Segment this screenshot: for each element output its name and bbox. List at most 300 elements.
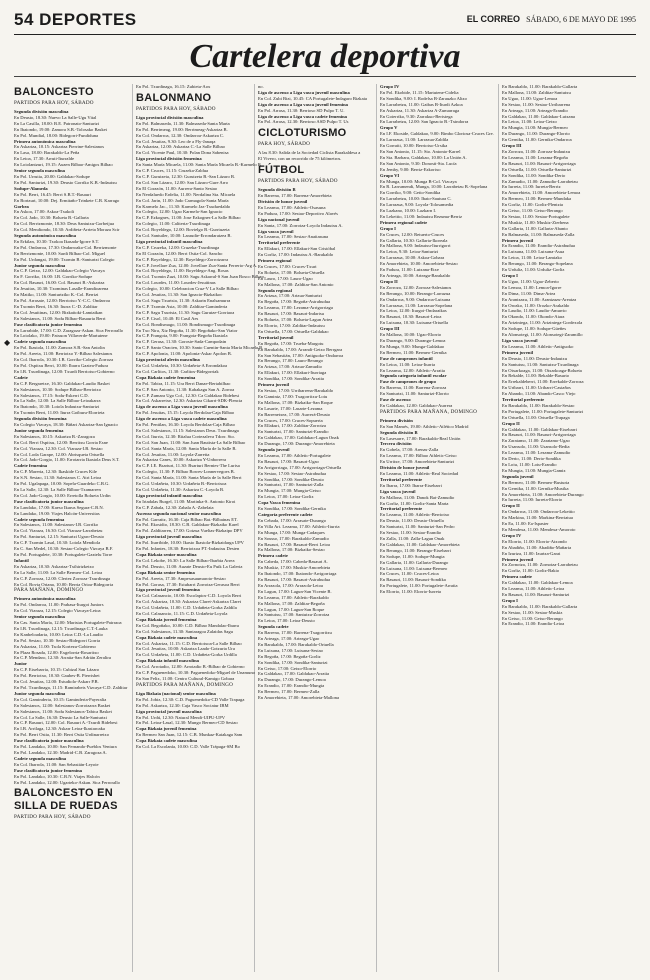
listing-line: En Leioa, 17.30: Arruti-Iturralde: [14, 156, 75, 162]
category-heading: Segunda autonómica masculina: [14, 233, 77, 239]
listing-line: En Amorebieta, 11.00: Amorebieta-Durango: [502, 491, 584, 497]
category-heading: Liga provincial infantil masculina: [136, 492, 203, 498]
listing-line: En Gallarta, 10.30: Gallarta-Ikoreala: [380, 237, 448, 243]
listing-line: En Getxo, 17.00: Getxo-Elorrio: [258, 665, 317, 671]
listing-line: En F. Gorriko, 16.00: I.B. Gorriko-Sodupe: [14, 274, 93, 280]
listing-line: En Col. Urdañeta, 10.30: Urdañeta-A Errondakoa: [136, 362, 228, 368]
listing-line: En Leioa, 9.30: Leioa-Santurtzi: [380, 249, 439, 255]
listing-line: En Lezama, 12.00: Athletic-Arratia: [380, 367, 445, 373]
listing-line: En Salesianos, 11.00: Salesianos-I.B. Gorriko: [14, 522, 99, 528]
category-heading: Copa Bizkaia juvenil femenina: [136, 726, 197, 732]
listing-line: En Amorebieta, 17.00: Amorebieta-Mallona: [258, 695, 340, 701]
category-heading: Territorial preferente: [380, 476, 423, 482]
category-heading: Grupo I: [502, 597, 518, 603]
listing-line: En I.F. Ekoside, Galdakao, 9.00: Bimbo Gloriosa-Cruces Gre.: [380, 131, 494, 137]
column-rule: [254, 84, 255, 972]
listing-line: En Ortuella, 17.00: Ortuella-Galdakao: [258, 328, 329, 334]
listing-line: En Col. Txomin Zuzi, 10.00: Sagu Askarral-S San Juan Bosco Bilbao: [136, 274, 264, 280]
listing-line: En Mungia, 17.00: Mungia-Getxo: [258, 488, 321, 494]
listing-line: En Getxo, 11.00: Getxo-Berango: [502, 615, 563, 621]
listing-line: En Galdakao, 17.00: Galdakao-Arratia: [258, 671, 330, 677]
listing-line: En Begoña, 17.00: Begoña-Gorliz: [258, 653, 321, 659]
listing-line: En Abando, 11.00: Abando-Casco Viejo: [502, 391, 576, 397]
category-heading: Grupo I: [380, 225, 396, 231]
listing-line: En Sestao, 11.00: Sestao-Erandio: [380, 530, 442, 536]
listing-line: En Askartza, 10.30: Askartza-Txihirizketxo: [14, 563, 94, 569]
category-heading: Liga provincial división masculina: [136, 114, 204, 120]
listing-line: En Lezama, 17.00: Athletic-Osasuna: [258, 204, 326, 210]
listing-line: En Loiolako, 19.00: Patxuon Villaverde-Martutene: [14, 333, 108, 339]
listing-line: En Iurreta, 11.00: Iurreta-Berriz: [502, 184, 561, 190]
listing-line: En Okondo, 11.00: Okondo-Aiara: [502, 314, 565, 320]
listing-line: En Ortuella, 11.00: Ortuella-Trapaga: [502, 414, 570, 420]
listing-line: En El Corazón, 12.00: Berri Ostia-Col. Sancho: [136, 250, 223, 256]
listing-line: En S.N. Sestao, 11.30: Salesianos C. Atri Leioa: [14, 475, 102, 481]
category-heading: Territorial preferente: [380, 506, 423, 512]
category-heading: Segunda división B: [380, 429, 418, 435]
listing-line: En Barakaldo, 17.00: Arrandi-Getxo Berrgara: [258, 346, 343, 352]
listing-line: En Elorrio, 11.00: Elorrio-Iurreta: [380, 589, 441, 595]
listing-line: En Col. Boyeldego, 12.00: Bovielgo B.-Gurrtuzeta: [136, 227, 230, 233]
listing-line: En Munga, 17.00: Munga-Cadaques: [258, 529, 325, 535]
listing-line: En Zorroza, 12.00: Zorroza-Salesianos: [380, 284, 452, 290]
listing-line: En Larrazua, 10.00: Askoa-Gobara: [380, 255, 445, 261]
category-heading: Copa Bizkaia cadete masculina: [136, 738, 198, 744]
listing-line: En Pol. Arrasate, 12.00: Berriotxo Y.-C.C. Ondarroa: [14, 298, 110, 303]
category-heading: Grupo III: [380, 326, 400, 332]
listing-line: no.: [258, 84, 264, 89]
column-1: [14, 84, 128, 972]
listing-line: En Ondarroa, 11.00: Ondarroa-Lekeitio: [502, 509, 575, 515]
listing-line: En Zalla, 11.00: Zalla-Lagun Onak: [380, 535, 445, 541]
category-heading: Cadete segunda femenina: [14, 516, 65, 522]
category-heading: Primera juvenil: [502, 349, 533, 355]
listing-line: En Pol. Portugalete, 10.30: Portugalete-Gaztelu Torre: [14, 551, 113, 557]
listing-line: En Galdakao, 17.00: Galdakao-Lagun Onak: [258, 435, 339, 441]
listing-line: En Lezama, 11.00: Lezama-Zamudio: [502, 450, 571, 456]
listing-line: En Ugao, 11.00: Ugao-Zeberio: [502, 278, 559, 284]
listing-line: En Col. Jesuitas, 10.00: Askartza Laado-Gotzuria Ura: [136, 646, 235, 652]
section-subheading: PARTIDOS PARA MAÑANA, DOMINGO: [136, 681, 234, 688]
listing-line: En Txomin Berri, 16.30: Iturra C.-D. Zalditar: [14, 303, 98, 309]
listing-line: En Askartza, 12.00: Askartza C.-La Salle Bilbao: [136, 144, 225, 150]
listing-line: En Pol. Zalditarren, 17.00: Gotzua Vueltas-Bizkaipo DPV: [136, 528, 243, 534]
listing-line: En Pol. Jesuitas, 15.15: Loyola Berdolaa-Caja Bilbao: [136, 410, 235, 416]
listing-line: En Mallona, 10.00: Ugao-Elorrio: [380, 332, 442, 338]
listing-line: En I.B. Txurdinaga, 12.00: Txurdi Berriotxo-Gobierno: [14, 368, 115, 374]
listing-line: En Ellakuri, 17.00: Ellakuri-San Cristóbal: [258, 246, 336, 252]
category-heading: Liga vasca juvenil: [380, 488, 416, 494]
listing-line: En Lutxana, 10.30: Lutxana-Ortuella: [380, 320, 448, 326]
listing-line: En Leioa, 17.00: Leioa-Deusto: [258, 618, 315, 624]
listing-line: En Pol. Gorasa, 17.30: Estubarri Zorrotza-Gerasoa Berri: [136, 581, 240, 587]
column-rule: [132, 84, 133, 972]
listing-line: En Cas. Santa María, 12.00: Maristas Portugalete-Pairraoa: [14, 620, 122, 626]
category-heading: Primera juvenil: [502, 556, 533, 562]
listing-line: En C.P. Cruces, 11.15: Cruzeka-Zaldua: [136, 168, 209, 174]
section-subheading: PARTIDOS PARA HOY, SÁBADO: [136, 105, 216, 112]
listing-line: En Jemby, 9.00: Berriz-Ezkortxo: [380, 166, 441, 172]
listing-line: En Basauri, 11.00: Basauri-Arrigorriaga: [502, 160, 576, 166]
listing-line: En C.P. Mendaro, 12.30: Arratia-San Adrián Zeralira: [14, 655, 111, 661]
listing-line: En Pol. Areeta, 17.30: Ampexasaumaroto-Sestao: [136, 575, 226, 581]
listing-line: En Pol. Deusto, 11.00: Auzate Deusto-Eu Puik La Galeria: [136, 563, 243, 569]
listing-line: En Gernika, 11.00: Gernika-Ondarroa: [502, 137, 572, 143]
listing-line: En Artzua, 17.00: Artzua-Zamudio: [258, 364, 322, 370]
listing-line: En Col. Askarretxe, 12.30: Askartza Cikarri-SDK-Plencia: [136, 398, 243, 404]
listing-line: En C.P. Apolonia, 11.00: Apolonia-Askar Apolon B.: [136, 351, 232, 357]
listing-line: En Pol. Ondarroa, 17.30: Ondarroako-Col. Berrizmonte: [14, 244, 117, 250]
section-subheading: PARTIDOS PARA HOY, SÁBADO: [258, 178, 338, 185]
listing-line: En Basauri, 17.00: Basauri-Indartsu: [258, 311, 324, 317]
listing-line: En Pol. Iturribide, 10.00: Ikasto Ikastola-Bizkaidarga UPV: [136, 540, 244, 546]
listing-line: En Pol. Berriotxo, 10.30: Gaubes-B. Pierrisbet: [14, 673, 100, 679]
category-heading: Senior segunda masculina: [14, 168, 65, 174]
category-heading: Liga provincial juvenil masculina: [136, 708, 202, 714]
listing-line: En Sta. Barbara, Galdakao, 10.00: La Unión A.: [380, 154, 467, 160]
listing-line: En La Salle, 11.00: La Salle Bermeo-Col. Leioa: [14, 569, 103, 575]
listing-line: En Erandio, 11.00: Erandio-Astrabudua: [502, 243, 575, 249]
listing-line: En Gorliz, 11.00: Gorliz-Plentzia: [502, 202, 563, 208]
column-5: [502, 84, 636, 972]
listing-line: En Mungia, 11.00: Mungia-Bermeo: [502, 125, 568, 131]
listing-line: En Galdakao, 12.00: Galdakao-Aurrera: [380, 402, 453, 408]
listing-line: En Lutxana, 17.00: Lutxana-Sestao: [258, 647, 323, 653]
category-heading: Grupo VI: [380, 172, 400, 178]
column-2: [136, 84, 264, 972]
listing-line: En Deusto, 11.00: Deusto-Ortuella: [380, 518, 444, 524]
category-heading: Fase clasificatoria junior femenina: [14, 767, 82, 773]
category-heading: Primera cadete: [502, 574, 532, 580]
listing-line: En C.P. Bergaretxe, 16.30: Galdakao-Laudio Basket: [14, 380, 110, 386]
listing-line: En Basauri, 17.00: Basauri-Berri Leioa: [258, 541, 330, 547]
listing-line: En Urritxe, 17.00: Amorebieta-Santurtzi: [380, 459, 455, 465]
listing-line: En Col. Jesuitas, 11.30: San Ignacio-Bizkaikoc: [136, 292, 223, 298]
category-heading: Grupo II: [502, 420, 520, 426]
listing-line: En Muskiz, 17.00: Muskiz-Amorebieta: [258, 565, 331, 571]
listing-line: En Col. Calasancio, 10.00: Escolapios-C.D. Loyola Berri: [136, 593, 242, 599]
listing-line: En Pol. Landako, 10.30: C.B.N. Viajes Halcón: [14, 773, 100, 779]
listing-line: En Amorebieta, 10.00: Amorebieta-Sestao: [380, 261, 458, 267]
listing-line: En Begoña, 17.00: Begoña-Astrabudua: [258, 299, 331, 305]
listing-line: En Salesianos, 10.15: Askartza B.-Zaragoza: [14, 433, 95, 439]
listing-line: En Basauri, 17.00: Basauri-Ugao: [258, 458, 319, 464]
listing-line: En C.P. Basauri, 12.00: Col. Basauri A.-Txurdi Bidebesi: [14, 720, 118, 726]
listing-line: En C.P. Santo Oracien, 10.30: Santo Cuentin-Santa María Micaela B.: [136, 345, 264, 351]
listing-line: En Col. Lekobe, 16.30: La Salle Bilbao-Ibarbia Arrea: [136, 557, 235, 563]
listing-line: En Pol. Ekobide, 11.15: Martutene-Cidelia: [380, 89, 459, 95]
listing-line: En Larrazua, 9.00: Loyola-Tolosamedia: [380, 202, 454, 208]
listing-line: En Sestao, 17.00: Sestao-Astrabudua: [258, 470, 327, 476]
listing-line: En Gallarta, 11.00: Gallarta-Durango: [380, 559, 449, 565]
listing-line: En C.P. Txomin Asta, 10.00: Zalditar-Gaminderia: [136, 303, 228, 309]
listing-line: En Pol. Landako, 12.30: Madrid-C.B. Zaragoza A.: [14, 749, 107, 755]
listing-line: En San Felix, 11.00: Centro Cultural-Kamigo Gobara: [136, 676, 235, 681]
listing-line: En La Salle, 12.00: La Salle Bilbao-Leioakarra: [14, 398, 101, 404]
listing-line: En Col. San Lázaro, 12.00: San Lázaro-Gure Arro: [136, 179, 229, 185]
category-heading: Territorial preferente: [258, 240, 301, 246]
listing-line: En Goierriko, 9.30: Zarrakuo-Beristega: [380, 113, 453, 119]
category-heading: Cadete: [14, 374, 28, 380]
listing-line: En Durango, 9.00: Durango-Lemoa: [380, 337, 446, 343]
listing-line: En Bermeo San Juan, 12.15: C.B. Munkaz-Kaiakaga Sam: [136, 732, 243, 738]
listing-line: En Rekalde, 11.00: Rekalde-Basurto: [502, 373, 570, 379]
category-heading: Cadete femenina: [14, 463, 48, 469]
listing-line: En C.P. Gerasa, 11.30: Gorosie-Sada-Campodain: [136, 339, 227, 345]
listing-line: En C.P. Zumara Ugo Col., 12.30: Ca Galdakao Bidebesi: [136, 392, 240, 398]
listing-line: En San Sebastián, 17.00: Antiguoko-Ondarroa: [258, 352, 344, 358]
category-heading: Liga provincial división femenina: [136, 156, 202, 162]
listing-line: En La Salle, 12.30: La Salle Bilbao-Txamarren: [14, 487, 101, 492]
category-heading: Fase de campeones de grupo: [380, 379, 436, 385]
listing-line: En Pol. Ondarroa, 11.00: Prabasa-Iturgoi Juniors: [14, 602, 104, 608]
category-heading: Liga de ascenso a Liga vasca cadete masculina: [136, 416, 227, 422]
listing-line: En Askartza Canes, 10.00: Askartza Y-Unborrera: [136, 457, 227, 463]
listing-line: En Barrena, 11.00: Barrena-Zorroza: [380, 385, 447, 391]
listing-line: En C.P. I.E. Bsarturi, 11.30: Bsarturi Bernies-The Lurisa: [136, 463, 240, 469]
listing-line: En Bortzuri, 10.00: Dej. Ermitaño-Trinkete C.B. Karrago: [14, 197, 120, 203]
listing-line: En Lauro, 17.00: Lauro-Ugao: [258, 275, 313, 281]
listing-line: En C.P. Frangoia, 9.00: Frangoia-Begoña Ikastola: [136, 333, 228, 339]
category-heading: Fase de campeones infantil: [380, 355, 433, 361]
category-heading: Primera regional: [258, 258, 292, 264]
listing-line: En Lezama, 17.00: Athletic-Portugalete: [258, 452, 331, 458]
listing-line: En Pol. Balmaseda, 11.30: Balmaseda-Santa Marta: [136, 120, 230, 126]
listing-line: En Portugalete, 11.00: Portugalete-Santurtzi: [502, 408, 584, 414]
listing-line: En Leioa, 11.00: Leioa-Iturria: [380, 361, 436, 367]
listing-line: En Col. Urdañeta, 11.00: C.D. Urdañeta-Gorka Zaldila: [136, 605, 237, 611]
listing-line: En Barakaldo, 11.00: Barakaldo-Sestao: [502, 402, 575, 408]
listing-line: En Pol. Landako, 12.00: Ugarteko-Askan. Sica Ferrorallo: [14, 779, 120, 785]
listing-line: En Col. Urdañeta, 10.30: Urdañeta B.-Berriotxoa: [136, 481, 227, 487]
listing-line: En Leioa, 12.00: Iturgoi-Ondaraikas: [380, 308, 447, 314]
listing-line: En Pol. Garraitz, 16.30: Caja Bilbao Bat.-Bilbainas ET.: [136, 516, 238, 522]
listing-line: En Sondika, 11.00: Sondika-Derio: [502, 172, 566, 178]
listing-line: En Lasa, 18.00: Barakaldo-La Peña: [14, 150, 80, 156]
listing-line: En Sestao, 11.00: Sestao-Muskiz: [502, 609, 563, 615]
category-heading: División de honor juvenil: [380, 465, 430, 471]
listing-line: En Larrabetzu, 10.00: Ibaio-Sautura C.: [380, 196, 452, 202]
listing-line: En Cebada, 17.00: Arrasate-Durango: [258, 517, 326, 523]
listing-line: En C.P. Etxebarria, 10.15: Cubizal San Lázaro: [14, 667, 100, 673]
listing-line: En Lezama, 17.00: Athletic-Barakaldo: [258, 594, 329, 600]
listing-line: En Gorliz, 17.00: Indautxu A.-Barakaldo: [258, 252, 334, 258]
listing-line: En Balmaseda, 11.00: Balmaseda-Zalla: [502, 231, 575, 237]
category-heading: Liga Bizkaia (nacional) senior masculina: [136, 690, 216, 696]
listing-line: En Pol. Txurdinaga, 16.15: Zubieta-Aox: [136, 84, 211, 89]
category-heading: Junior segunda masculina: [14, 262, 66, 268]
listing-line: En Col. Jado, 10.30: Bolueta B.-Gallarta: [14, 215, 89, 221]
listing-line: En Deusto, 11.00: Deusto-Indautxu: [502, 355, 568, 361]
listing-line: En Gorriko, 9.00: Getio-Sondika: [380, 190, 441, 196]
listing-line: En Sondika, 17.00: Sondika-Arratia: [258, 376, 324, 382]
listing-line: En Gallarta, 11.00: Gallarta-Abanto: [502, 225, 568, 231]
listing-line: En Berango, 11.00: Berango-Etxebarri: [380, 547, 451, 553]
listing-line: En Col. Askartza, 11.15: C.D. Berriotxoa-La Salle Bilbao: [136, 640, 242, 646]
listing-line: El Vivero, con un recorrido de 75 kilómetros.: [258, 156, 342, 162]
listing-line: En Col. Berri Ospitxu, 12.00: Berritxu Gorria Esne: [14, 439, 108, 445]
listing-line: En Arteaga, 17.00: Arteaga-Ugao: [258, 636, 320, 642]
listing-line: En Colegio Vizcaya, 18.30: Biñari Askartza-San Ignacio: [14, 422, 118, 428]
listing-line: En Ibaiondo, 17.00: Ibaiondo-Arrigorriaga: [258, 571, 337, 577]
listing-line: En Lezama, 17.00: Sestao-Anaitasuna: [258, 234, 329, 240]
category-heading: Categoría preferente cadete: [258, 512, 313, 517]
listing-line: En Colegio, 11.30: P. Bilbao Bowes-Lonnervegoes B.: [136, 469, 235, 475]
listing-line: En Laudio, 11.00: Laudio-Amurrio: [502, 308, 567, 314]
listing-line: En Gernika, 11.00: Gernika-Muxika: [502, 485, 569, 491]
listing-line: En Durango, 17.00: Durango-Amorebieta: [258, 441, 335, 447]
listing-line: En Santurtzi, 17.00: Santurtzi-Erandio: [258, 429, 329, 435]
listing-line: En C.P. Gurutzeta, 12.30: Gurutzeta B.-San Lázaro B.: [136, 173, 236, 179]
category-heading: Segunda juvenil: [502, 473, 534, 479]
category-heading: Primera división: [380, 417, 413, 423]
category-heading: Gorbea: [14, 203, 29, 209]
listing-line: En Gorraiti, 10.00: Berriotxo-Ursika: [380, 143, 448, 149]
listing-line: En San Antonio, 9.30: Donosti-Sta. Lucía: [380, 160, 457, 166]
listing-line: En Lezama, 11.00: Lezama-Begoña: [502, 154, 568, 160]
listing-line: En La Casilla, 18.00: B.E. Patronato-Santurtzi: [14, 120, 100, 126]
category-heading: Liga provincial alevín masculina: [136, 357, 200, 363]
listing-line: En Col. Santa María, 12.00: Santa María de la Salle B.: [136, 445, 237, 451]
listing-line: En Mallona, 17.00: Zalditar-San Antonio: [258, 281, 334, 287]
listing-line: En R. Larrumendi, Munga, 10.00: Larrabetzu B.-Sopelana: [380, 184, 488, 190]
page-header: [14, 8, 636, 35]
listing-line: En C.P. Paguenedoko, 10.30: Paguenedoko-Miguel de Unamuno: [136, 670, 255, 676]
listing-line: En Bermeo, 11.00: Bermeo-Busturia: [502, 479, 570, 485]
section-heading: CICLOTURISMO: [258, 127, 347, 140]
listing-line: En Durango, 17.00: Durango-Lemoa: [258, 677, 326, 683]
listing-line: En Larrabide, 17.00: C.D. Zaragoza-Askan. Sica Ferrorallo: [14, 327, 124, 333]
listing-line: En Ugao, 11.00: Ugao-Lemoa: [502, 95, 558, 101]
listing-line: En Col. Urdañeta, 11.30: Askartza C.-Loyola B.: [136, 487, 225, 492]
listing-line: En Bolueta, 17.00: Bolueta-Ortuella: [258, 269, 325, 275]
listing-line: En Pol. Areeta, 11.00: Berriotxo Y.-Bilbao Salesianos: [14, 351, 113, 357]
listing-line: En Orozko, 11.00: Orozko-Arakaldo: [502, 302, 570, 308]
listing-line: En Colegio, 10.00: Celebracion Cruz-V La Salle Bilbao: [136, 286, 239, 292]
listing-line: En Col. Zubi Bizi, 10.45: CA Portugalete-Indagaro Bizkaia: [258, 95, 367, 101]
listing-line: En Erkilan, 10.30: Txokoa Ikasada-Igorre S.T.: [14, 238, 100, 244]
listing-line: En Landako, 17.00: Kaeso Ikarus Segura-C.B.N.: [14, 504, 104, 510]
listing-line: En Col. Begoñako, 10.00: C.D. Bilbao Mandalao-Ibarra: [136, 622, 239, 628]
listing-line: En Basauri, 11.00: Basauri-Santurtzi: [502, 591, 570, 597]
listing-line: En Berango, 17.00: Lauro-Berango: [258, 358, 323, 364]
listing-line: En Basauri, 11.00: Basauri-Sondika: [380, 577, 446, 583]
category-heading: Segunda división B: [258, 187, 296, 193]
category-heading: Junior segunda masculina: [14, 690, 66, 696]
listing-line: En Larrabetzu, 12.00: San Ignacio B.-Txindorra: [380, 119, 469, 125]
section-heading: BALONMANO: [136, 91, 212, 104]
listing-line: En Col. Mendiondo, 10.30: Ardiñeta-Arrieta Moraza Scir: [14, 227, 120, 233]
listing-line: En San Mamés, 19.00: Athletic-Atlético Madrid: [380, 423, 469, 429]
listing-line: En Col. Vicente Paul, 10.30: Polan Dona Sabenisa: [136, 150, 229, 156]
listing-line: En Pol. Askartza, 12.30: Caja Vasco Sociatur IBM: [136, 702, 229, 708]
listing-line: En Padura, 17.00: Sestao-Deportivo Alavés: [258, 210, 338, 216]
section-subheading: PARTIDOS PARA MAÑANA, DOMINGO: [380, 408, 478, 415]
listing-line: En Pol. Tabira, 11.15: Ura Berri Danae-Bertabilbao: [136, 380, 231, 386]
listing-line: En Errekaldeberri, 11.00: Errekalde-Zorroza: [502, 379, 584, 385]
category-heading: Ascenso segunda nacional senior masculina: [136, 510, 221, 516]
listing-line: En Sestao, 11.00: Sestao-Urribarrena: [502, 101, 571, 107]
listing-line: En Getxo, 11.00: Getxo-Berango: [502, 208, 563, 214]
category-heading: Segunda división femenina: [14, 416, 67, 422]
margin-mark: ◆: [4, 338, 11, 347]
listing-line: En San Antonio, 11.15: Sto. Antonio-Karrel: [380, 148, 461, 154]
listing-line: En Arteaga, 10.00: Arteaga-Barakaldo: [380, 273, 451, 278]
listing-line: En Col. Bondismago, 11.00: Bondismago-Txurdinaga: [136, 321, 236, 327]
listing-line: En Col. Askartza, 10.30: Askartza Claret-Askartza Claret: [136, 599, 241, 605]
listing-line: En Ibaiondo, 19.00: Zamora S.B.-Tolosako Basket: [14, 126, 107, 132]
listing-line: En Barrenetxea, 17.00: Aurrerá-Deusto: [258, 411, 331, 417]
category-heading: Segunda categoría infantil escolar: [380, 373, 447, 379]
listing-line: En Urduliz, 11.00: Urduliz-Gorliz: [502, 267, 565, 273]
listing-line: En Ibarra, 17.00: Ibarra-Etxebarri: [380, 482, 442, 488]
listing-line: En Mallona, 17.00: Zalditar-Begoña: [258, 600, 325, 606]
listing-line: En Landako, 19.00: Viajes Halcón-Universitas: [14, 510, 100, 516]
listing-line: En Otxarkoaga, 11.00: Otxarkoaga-Bolueta: [502, 367, 582, 373]
listing-line: En Pol. Urdangai, 19.00: Txomin B.-Santurtzi Colegio: [14, 256, 115, 262]
listing-line: En Sestao, 17.00: Urribarrena-Barakaldo: [258, 387, 334, 393]
listing-line: En C.P. Getxo, 12.00: Galdakao-Colegio Vizcaya: [14, 268, 105, 274]
category-heading: División de honor juvenil: [258, 198, 308, 204]
category-heading: Grupo II: [380, 278, 398, 284]
listing-line: En Berango, 10.00: Berango-Larrazua: [380, 290, 451, 296]
listing-line: En Iurreta, 11.00: Iurreta-Elorrio: [502, 497, 563, 503]
listing-line: En Usansolo, 11.00: Usansolo-Bedia: [502, 444, 570, 450]
listing-line: En I.B. Txurdinaga, 12.15: Txurdinaga C.T.-Lauka: [14, 625, 108, 631]
listing-line: En Lutxana, 11.00: Lutxana-Bermeo: [380, 565, 448, 571]
listing-line: En Basauri, 17.00: Basauri-Astrabudua: [258, 576, 331, 582]
section-heading: FÚTBOL: [258, 164, 305, 177]
listing-line: En Alonsotegi, 11.00: Alonsotegi-Zaramillo: [502, 332, 583, 338]
listing-line: En Pol. Landako, 10.00: San Fernando-Pueblos Ventura: [14, 744, 117, 750]
listing-line: En Lasarte, 17.00: Lasarte-Lezama: [258, 405, 323, 411]
listing-line: En Matiko, 11.00: Santurtziko K.-Col. Berrizi: [14, 292, 99, 298]
publication-date: SÁBADO, 6 DE MAYO DE 1995: [526, 15, 636, 24]
listing-line: En Derio, 11.00: Derio-Sondika: [502, 456, 561, 462]
listing-line: En Col. Jado-Gorgio, 10.00: Erretolla Bolueta Urdin: [14, 492, 111, 498]
listing-line: En Fadura, 11.00: Lutxana-Etxe: [380, 267, 439, 273]
category-heading: Sodupe-Alameda: [14, 185, 48, 191]
listing-line: En Pol. Txurdinaga, 11.15: Ramirabeis Vizcaya-C.D. Zalditar: [14, 685, 128, 690]
listing-line: En Sodupe, 11.00: Sodupe-Güeñes: [502, 326, 567, 332]
listing-line: En Nerdaluedo Erdelia, 11.00: Nerdalina Sta. Micaela: [136, 191, 236, 197]
listing-line: En Lezama, 17.00: Lezama-Arrigorriaga: [258, 305, 333, 311]
listing-line: En Bermeo, 11.00: Bermeo-Mundaka: [502, 196, 572, 202]
listing-line: En Bermeo, 17.00: Bermeo-Zalla: [258, 689, 320, 695]
category-heading: Territorial juvenil: [258, 334, 294, 340]
listing-line: En Leioa, 11.00: Leioa-Getxo: [502, 119, 557, 125]
category-heading: Liga de ascenso a Liga vasca juvenil femenina: [258, 101, 348, 107]
listing-line: En Colegio, 12.00: Ugao Karmelo-San Ignacio: [136, 209, 223, 215]
listing-line: En Pol. Santurtzi, 12.15: Santurtzi Ugaro-Deusto: [14, 534, 105, 540]
listing-line: En Markina, 11.00: Markina-Berriatua: [502, 515, 573, 521]
category-heading: Copa Vasca femenina: [258, 500, 301, 506]
category-heading: Copa Bizkaia juvenil femenina: [136, 616, 197, 622]
listing-line: En Pol. Berri, 16.45: Berri S.B.T.-Basauri: [14, 191, 91, 197]
category-heading: Infantil: [14, 557, 29, 563]
listing-line: En Txomin Berri, 11.00: Iturra Goiburu-Elorrieta: [14, 410, 105, 416]
listing-line: En Izurtza, 11.00: Izurtza-Garai: [502, 550, 561, 556]
listing-line: En Pol. Berrimeag, 19.00: Berrimeag-Askartza B.: [136, 126, 228, 132]
category-heading: Senior segunda masculina: [14, 614, 65, 620]
listing-line: En Col. Urdañeta, 11.00: C.D. Urdañeta-Gorka Urdilla: [136, 652, 237, 658]
category-heading: Primera autonómica masculina: [14, 596, 76, 602]
listing-line: En Salesianos, 17.15: Sodu-Eskerri C.D.: [14, 392, 89, 398]
listing-line: En Larrazua, 11.00: Larrazua-Zaldila: [380, 137, 449, 143]
category-heading: Primera regional cadete: [380, 219, 428, 225]
category-heading: Primera juvenil: [258, 382, 289, 388]
column-4: [380, 84, 494, 972]
